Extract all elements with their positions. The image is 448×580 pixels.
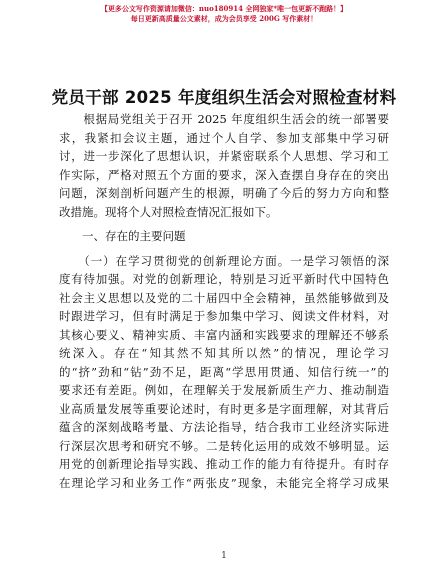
paragraph-line: 问题，深刻剖析问题产生的根源，明确了今后的努力方向和整 [59,186,389,200]
paragraph-line: 其核心要义、精神实质、丰富内涵和实践要求的理解还不够系 [59,327,389,342]
paragraph-line: 业高质量发展等重要论述时，有时更多是字面理解，对其背后 [59,401,389,416]
paragraph-line: 作实际，严格对照五个方面的要求，深入查摆自身存在的突出 [59,167,389,182]
page-number: 1 [221,551,227,561]
paragraph-line: （一）在学习贯彻党的创新理论方面。一是学习领悟的深 [59,253,389,268]
section-heading: 一、存在的主要问题 [59,229,186,243]
paragraph-line: 行深层次思考和研究不够。二是转化运用的成效不够明显。运 [59,438,389,453]
paragraph-line: 蕴含的深刻战略考量、方法论指导，结合我市工业经济实际进 [59,420,389,434]
paragraph-line: 社会主义思想以及党的二十届四中全会精神，虽然能够做到及 [59,290,389,305]
promo-banner-line-1: 【更多公文写作资源请加微信：nuo180914 全网独家*唯一包更新不跑路！】 [100,4,348,13]
paragraph-line: 根据局党组关于召开 2025 年度组织生活会的统一部署要 [59,112,389,126]
paragraph-line: 的“挤”劲和“钻”劲不足，距离“学思用贯通、知信行统一”的 [59,364,389,379]
paragraph-line: 度有待加强。对党的创新理论，特别是习近平新时代中国特色 [59,272,389,286]
paragraph-line: 统深入。存在“知其然不知其所以然”的情况，理论学习 [59,346,389,360]
document-title: 党员干部 2025 年度组织生活会对照检查材料 [51,88,397,107]
paragraph-line: 用党的创新理论指导实践、推动工作的能力有待提升。有时存 [59,457,389,471]
paragraph-line: 讨，进一步深化了思想认识，并紧密联系个人思想、学习和工 [59,149,389,163]
paragraph-line: 时跟进学习，但有时满足于参加集中学习、阅读文件材料，对 [59,309,389,323]
paragraph-line: 改措施。现将个人对照检查情况汇报如下。 [59,204,278,219]
paragraph-line: 在理论学习和业务工作“两张皮”现象，未能完全将学习成果 [59,475,389,490]
paragraph-line: 求，我紧扣会议主题，通过个人自学、参加支部集中学习研 [59,130,389,145]
promo-banner-line-2: 每日更新高质量公文素材，成为会员享受 200G 写作素材！ [130,14,318,23]
document-body [59,110,389,492]
paragraph-line: 要求还有差距。例如，在理解关于发展新质生产力、推动制造 [59,383,389,397]
